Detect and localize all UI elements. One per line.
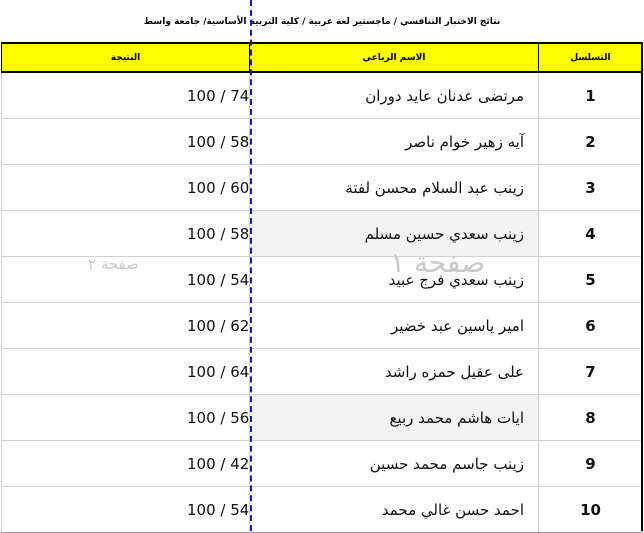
serial-cell[interactable]: 10 bbox=[539, 487, 643, 533]
name-cell[interactable]: امير ياسين عبد خضير bbox=[250, 303, 539, 349]
table-row bbox=[2, 441, 643, 487]
result-cell[interactable]: 100 / 56 bbox=[2, 395, 250, 441]
result-cell[interactable]: 100 / 58 bbox=[2, 211, 250, 257]
result-cell[interactable]: 100 / 54 bbox=[2, 487, 250, 533]
name-cell[interactable]: زينب جاسم محمد حسين bbox=[250, 441, 539, 487]
column-header-name[interactable]: الاسم الرباعي bbox=[250, 43, 539, 72]
serial-cell[interactable]: 4 bbox=[539, 211, 643, 257]
results-table bbox=[1, 42, 643, 533]
table-right-edge bbox=[641, 42, 643, 531]
result-cell[interactable]: 100 / 74 bbox=[2, 72, 250, 119]
result-cell[interactable]: 100 / 54 bbox=[2, 257, 250, 303]
table-row bbox=[2, 211, 643, 257]
table-row bbox=[2, 72, 643, 119]
serial-cell[interactable]: 3 bbox=[539, 165, 643, 211]
serial-cell[interactable]: 6 bbox=[539, 303, 643, 349]
sheet-title: نتائج الاختبار التنافسي / ماجستير لغة عربية / كلية التربية الأساسية/ جامعة واسط bbox=[143, 17, 501, 27]
table-row bbox=[2, 303, 643, 349]
column-header-serial[interactable]: التسلسل bbox=[539, 43, 643, 72]
serial-cell[interactable]: 1 bbox=[539, 72, 643, 119]
name-cell[interactable]: زينب سعدي حسين مسلم bbox=[250, 211, 539, 257]
column-header-result[interactable]: النتيجة bbox=[2, 43, 250, 72]
serial-cell[interactable]: 9 bbox=[539, 441, 643, 487]
table-row bbox=[2, 349, 643, 395]
page-break-line bbox=[250, 0, 252, 531]
name-cell[interactable]: زينب عبد السلام محسن لفتة bbox=[250, 165, 539, 211]
table-row bbox=[2, 257, 643, 303]
header-row bbox=[2, 43, 643, 72]
result-cell[interactable]: 100 / 42 bbox=[2, 441, 250, 487]
page-watermark-1: صفحة ١ bbox=[390, 246, 485, 279]
name-cell[interactable]: ايات هاشم محمد ربيع bbox=[250, 395, 539, 441]
table-row bbox=[2, 165, 643, 211]
serial-cell[interactable]: 8 bbox=[539, 395, 643, 441]
result-cell[interactable]: 100 / 60 bbox=[2, 165, 250, 211]
result-cell[interactable]: 100 / 62 bbox=[2, 303, 250, 349]
name-cell[interactable]: مرتضى عدنان عايد دوران bbox=[250, 72, 539, 119]
result-cell[interactable]: 100 / 58 bbox=[2, 119, 250, 165]
name-cell[interactable]: آيه زهير خوام ناصر bbox=[250, 119, 539, 165]
name-cell[interactable]: على عقيل حمزه راشد bbox=[250, 349, 539, 395]
table-row bbox=[2, 119, 643, 165]
serial-cell[interactable]: 5 bbox=[539, 257, 643, 303]
page-watermark-2: صفحة ٢ bbox=[88, 255, 139, 273]
result-cell[interactable]: 100 / 64 bbox=[2, 349, 250, 395]
name-cell[interactable]: احمد حسن غالي محمد bbox=[250, 487, 539, 533]
name-cell[interactable]: زينب سعدي فرج عبيد bbox=[250, 257, 539, 303]
table-row bbox=[2, 395, 643, 441]
serial-cell[interactable]: 2 bbox=[539, 119, 643, 165]
table-row bbox=[2, 487, 643, 533]
serial-cell[interactable]: 7 bbox=[539, 349, 643, 395]
